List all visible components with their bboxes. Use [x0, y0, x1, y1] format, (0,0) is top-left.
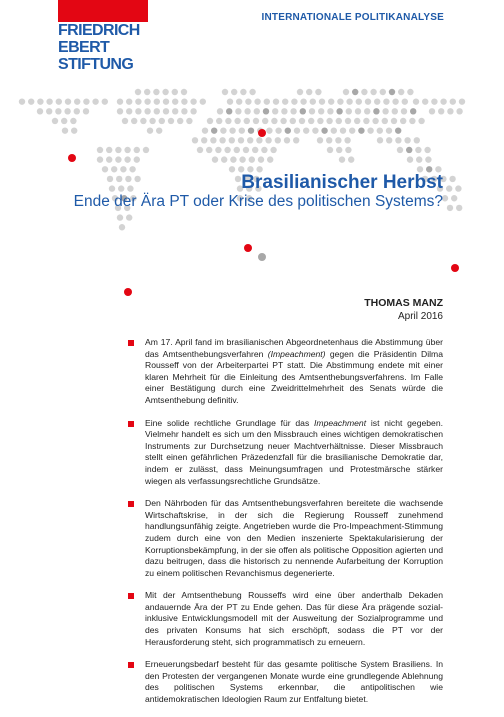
map-dot — [140, 118, 146, 124]
map-dot — [144, 89, 150, 95]
logo-line-1: FRIEDRICH — [58, 22, 140, 39]
map-dot — [299, 118, 305, 124]
map-dot — [429, 108, 435, 114]
red-square-bullet-icon — [128, 421, 134, 427]
map-dot — [391, 118, 397, 124]
map-dot — [258, 156, 264, 162]
map-dot — [74, 108, 80, 114]
map-dot — [407, 156, 413, 162]
map-dot — [249, 156, 255, 162]
map-dot — [224, 147, 230, 153]
map-dot — [221, 156, 227, 162]
map-dot — [102, 98, 108, 104]
map-dot — [64, 108, 70, 114]
map-dot — [62, 127, 68, 133]
map-dot — [450, 98, 456, 104]
map-dot — [244, 118, 250, 124]
map-dot — [266, 127, 272, 133]
map-dot — [192, 137, 198, 143]
map-dot — [37, 108, 43, 114]
map-dot — [197, 147, 203, 153]
map-highlight-dot — [68, 154, 76, 162]
map-dot — [282, 98, 288, 104]
map-dot — [335, 137, 341, 143]
map-dot — [181, 89, 187, 95]
map-dot — [328, 98, 334, 104]
map-dot — [211, 127, 217, 133]
map-dot — [154, 98, 160, 104]
red-square-bullet-icon — [128, 662, 134, 668]
map-dot — [312, 127, 318, 133]
map-dot — [418, 118, 424, 124]
map-dot — [225, 118, 231, 124]
map-dot — [336, 147, 342, 153]
map-dot — [285, 127, 291, 133]
summary-text: Mit der Amtsenthebung Rousseffs wird eine über anderthalb Dekaden andauernde Ära der PT zu Ende gehen. Das für diese Ära prägende sozial-inklusive Entwicklungsmodell mit der Ausweitung der Sozialprogramme und des privaten Konsums hat sich erschöpft, sodass die PT vor der Herausforderung steht, sich programmatisch zu erneuern. — [145, 590, 443, 647]
map-dot — [415, 147, 421, 153]
map-dot — [227, 98, 233, 104]
map-dot — [244, 108, 250, 114]
map-dot — [107, 176, 113, 182]
map-dot — [238, 137, 244, 143]
map-dot — [372, 118, 378, 124]
red-square-bullet-icon — [128, 593, 134, 599]
map-dot — [163, 108, 169, 114]
fes-logo — [58, 0, 148, 73]
map-dot — [326, 137, 332, 143]
map-dot — [290, 108, 296, 114]
map-dot — [190, 108, 196, 114]
map-dot — [116, 176, 122, 182]
map-dot — [447, 108, 453, 114]
map-dot — [252, 147, 258, 153]
map-dot — [206, 147, 212, 153]
map-highlight-dot — [258, 253, 266, 261]
map-dot — [181, 108, 187, 114]
map-dot — [172, 89, 178, 95]
map-dot — [200, 98, 206, 104]
emphasis: (Impeachment) — [267, 348, 326, 359]
map-dot — [119, 224, 125, 230]
map-dot — [247, 137, 253, 143]
map-dot — [425, 156, 431, 162]
map-dot — [106, 156, 112, 162]
map-dot — [234, 147, 240, 153]
map-dot — [52, 118, 58, 124]
map-dot — [124, 147, 130, 153]
map-dot — [280, 118, 286, 124]
map-dot — [117, 108, 123, 114]
map-dot — [291, 98, 297, 104]
map-dot — [111, 166, 117, 172]
map-dot — [222, 89, 228, 95]
map-dot — [300, 108, 306, 114]
map-dot — [293, 137, 299, 143]
summary-text: Den Nährboden für das Amtsenthebungsverfahren bereitete die wachsende Wirtschaftskrise, in der sich die Regierung Rousseff zunehmend handlungsunfähig zeigte. Angetrieben wurde die Pro-Impeachment-Stimmung zudem durch eine von den Medien inszenierte Spektakularisierung der Korruptionsbekämpfung, in der sie offen als politische Opposition agierten und dazu beitrugen, dass die historisch zu nennende Aufarbeitung der Korruption zu einem politischen Revanchismus degenerierte. — [145, 498, 443, 578]
map-dot — [134, 176, 140, 182]
map-dot — [134, 156, 140, 162]
map-dot — [392, 108, 398, 114]
map-dot — [235, 108, 241, 114]
map-dot — [229, 127, 235, 133]
map-dot — [129, 166, 135, 172]
map-dot — [377, 137, 383, 143]
map-dot — [229, 166, 235, 172]
map-dot — [19, 98, 25, 104]
map-dot — [345, 118, 351, 124]
red-square-bullet-icon — [128, 340, 134, 346]
map-dot — [102, 166, 108, 172]
map-dot — [456, 108, 462, 114]
map-dot — [363, 118, 369, 124]
map-dot — [382, 118, 388, 124]
map-dot — [327, 147, 333, 153]
summary-item — [128, 498, 443, 579]
series-label: INTERNATIONALE POLITIKANALYSE — [261, 12, 444, 23]
map-dot — [281, 108, 287, 114]
map-dot — [254, 108, 260, 114]
logo-line-2: EBERT — [58, 39, 110, 56]
document-subtitle: Ende der Ära PT oder Krise des politischen Systems? — [73, 193, 443, 210]
map-dot — [447, 205, 453, 211]
map-dot — [345, 147, 351, 153]
map-dot — [210, 137, 216, 143]
map-dot — [115, 147, 121, 153]
map-dot — [395, 137, 401, 143]
map-dot — [144, 98, 150, 104]
publication-date: April 2016 — [397, 311, 443, 322]
logo-red-bar — [58, 0, 148, 22]
map-dot — [370, 89, 376, 95]
map-dot — [126, 214, 132, 220]
map-dot — [358, 127, 364, 133]
map-dot — [424, 147, 430, 153]
map-dot — [455, 185, 461, 191]
map-highlight-dot — [258, 129, 266, 137]
map-dot — [231, 89, 237, 95]
map-dot — [456, 205, 462, 211]
map-dot — [294, 127, 300, 133]
map-dot — [336, 118, 342, 124]
map-dot — [126, 108, 132, 114]
map-dot — [254, 98, 260, 104]
map-dot — [135, 98, 141, 104]
map-dot — [154, 108, 160, 114]
map-dot — [226, 108, 232, 114]
map-dot — [337, 98, 343, 104]
map-dot — [308, 118, 314, 124]
map-dot — [352, 89, 358, 95]
map-dot — [122, 118, 128, 124]
map-dot — [262, 118, 268, 124]
map-dot — [318, 108, 324, 114]
map-dot — [147, 127, 153, 133]
summary-list — [128, 337, 443, 717]
summary-item — [128, 590, 443, 648]
map-dot — [234, 118, 240, 124]
map-dot — [46, 108, 52, 114]
map-dot — [306, 89, 312, 95]
map-dot — [71, 127, 77, 133]
map-dot — [207, 118, 213, 124]
author-name: THOMAS MANZ — [364, 297, 443, 309]
map-dot — [230, 156, 236, 162]
map-dot — [124, 156, 130, 162]
document-title: Brasilianischer Herbst — [241, 172, 443, 193]
map-dot — [261, 147, 267, 153]
map-dot — [389, 89, 395, 95]
map-dot — [190, 98, 196, 104]
map-dot — [97, 156, 103, 162]
map-dot — [92, 98, 98, 104]
map-dot — [451, 195, 457, 201]
map-dot — [159, 118, 165, 124]
map-dot — [343, 89, 349, 95]
map-dot — [162, 89, 168, 95]
map-dot — [235, 176, 241, 182]
map-dot — [265, 137, 271, 143]
map-dot — [143, 147, 149, 153]
map-dot — [386, 127, 392, 133]
map-dot — [156, 127, 162, 133]
map-dot — [117, 98, 123, 104]
map-dot — [449, 176, 455, 182]
map-dot — [273, 98, 279, 104]
map-dot — [220, 127, 226, 133]
map-dot — [117, 214, 123, 220]
map-dot — [414, 137, 420, 143]
map-dot — [431, 98, 437, 104]
map-dot — [309, 108, 315, 114]
map-dot — [440, 98, 446, 104]
map-dot — [97, 147, 103, 153]
map-dot — [135, 89, 141, 95]
map-dot — [256, 137, 262, 143]
map-dot — [410, 108, 416, 114]
map-dot — [181, 98, 187, 104]
map-dot — [61, 118, 67, 124]
map-dot — [219, 137, 225, 143]
summary-text: Eine solide rechtliche Grundlage für das Impeachment ist nicht gegeben. Vielmehr handelt es sich um den Missbrauch eines wichtigen demokratischen Instruments zur Durchsetzung neuer Machtverhältnisse. Dieser Missbrauch stellt einen gefährlichen Präzedenzfall für die brasilianische Demokratie dar, indem er zulässt, dass Meinungsumfragen und Protestmärsche stärker wiegen als verfassungsrechtliche Grundsätze. — [145, 417, 443, 486]
map-dot — [236, 98, 242, 104]
map-dot — [395, 127, 401, 133]
emphasis: Impeachment — [314, 417, 367, 428]
map-dot — [186, 118, 192, 124]
map-dot — [135, 108, 141, 114]
map-dot — [346, 108, 352, 114]
map-dot — [416, 156, 422, 162]
map-dot — [297, 89, 303, 95]
map-dot — [310, 98, 316, 104]
map-dot — [321, 127, 327, 133]
map-dot — [349, 127, 355, 133]
map-dot — [125, 176, 131, 182]
map-dot — [290, 118, 296, 124]
map-dot — [356, 98, 362, 104]
map-dot — [355, 108, 361, 114]
map-dot — [56, 98, 62, 104]
map-dot — [55, 108, 61, 114]
map-dot — [374, 98, 380, 104]
map-dot — [239, 127, 245, 133]
map-dot — [163, 98, 169, 104]
map-dot — [397, 147, 403, 153]
map-dot — [339, 156, 345, 162]
map-dot — [264, 98, 270, 104]
summary-text: Erneuerungsbedarf besteht für das gesamte politische System Brasiliens. In den Protesten der vergangenen Monate wurde eine grundlegende Ablehnung des politischen Systems erkennbar, die antipolitischen wie antidemokratischen Ideologien Raum zur Entfaltung bietet. — [145, 659, 443, 705]
map-dot — [383, 98, 389, 104]
map-dot — [317, 137, 323, 143]
map-dot — [336, 108, 342, 114]
map-dot — [245, 98, 251, 104]
map-dot — [438, 108, 444, 114]
map-dot — [217, 108, 223, 114]
map-dot — [386, 137, 392, 143]
map-dot — [126, 98, 132, 104]
map-dot — [168, 118, 174, 124]
map-dot — [382, 108, 388, 114]
red-square-bullet-icon — [128, 501, 134, 507]
map-dot — [326, 118, 332, 124]
map-dot — [267, 156, 273, 162]
map-dot — [271, 118, 277, 124]
map-dot — [120, 166, 126, 172]
map-dot — [270, 147, 276, 153]
map-dot — [400, 118, 406, 124]
map-highlight-dot — [451, 264, 459, 272]
map-dot — [319, 98, 325, 104]
map-dot — [248, 127, 254, 133]
map-dot — [131, 118, 137, 124]
map-dot — [253, 118, 259, 124]
map-dot — [413, 98, 419, 104]
map-dot — [398, 89, 404, 95]
map-dot — [392, 98, 398, 104]
map-dot — [149, 118, 155, 124]
map-dot — [275, 127, 281, 133]
map-highlight-dot — [124, 288, 132, 296]
map-dot — [201, 137, 207, 143]
summary-item — [128, 659, 443, 705]
map-dot — [373, 108, 379, 114]
summary-text: Am 17. April fand im brasilianischen Abgeordnetenhaus die Abstimmung über das Amtsenthebungsverfahren (Impeachment) gegen die Präsidentin Dilma Rousseff von der Arbeiterpartei PT statt. Die Abstimmung endete mit einer klaren Mehrheit für die Einleitung des Amtsenthebungsverfahrens. Im Falle einer Bestätigung durch eine Zweidrittelmehrheit des Senats würde die Amtsenthebung definitiv. — [145, 337, 443, 405]
map-dot — [344, 137, 350, 143]
map-dot — [106, 147, 112, 153]
map-dot — [144, 108, 150, 114]
summary-item — [128, 337, 443, 407]
map-dot — [367, 127, 373, 133]
map-dot — [215, 147, 221, 153]
map-dot — [249, 89, 255, 95]
map-dot — [354, 118, 360, 124]
map-dot — [380, 89, 386, 95]
map-dot — [229, 137, 235, 143]
map-dot — [28, 98, 34, 104]
map-dot — [118, 185, 124, 191]
map-dot — [172, 108, 178, 114]
map-dot — [70, 118, 76, 124]
map-dot — [377, 127, 383, 133]
map-dot — [406, 147, 412, 153]
map-dot — [202, 127, 208, 133]
map-dot — [404, 137, 410, 143]
map-dot — [272, 108, 278, 114]
map-dot — [65, 98, 71, 104]
map-dot — [275, 137, 281, 143]
map-dot — [407, 89, 413, 95]
map-dot — [446, 185, 452, 191]
map-dot — [303, 127, 309, 133]
map-dot — [364, 108, 370, 114]
map-highlight-dot — [244, 244, 252, 252]
map-dot — [300, 98, 306, 104]
map-dot — [239, 156, 245, 162]
map-dot — [348, 156, 354, 162]
map-dot — [263, 108, 269, 114]
map-dot — [216, 118, 222, 124]
map-dot — [127, 185, 133, 191]
map-dot — [46, 98, 52, 104]
map-dot — [361, 89, 367, 95]
map-dot — [317, 118, 323, 124]
map-dot — [177, 118, 183, 124]
map-dot — [409, 118, 415, 124]
map-dot — [240, 89, 246, 95]
summary-item — [128, 418, 443, 488]
map-dot — [83, 98, 89, 104]
map-dot — [212, 156, 218, 162]
map-dot — [402, 98, 408, 104]
map-dot — [153, 89, 159, 95]
map-dot — [346, 98, 352, 104]
map-dot — [134, 147, 140, 153]
map-dot — [459, 98, 465, 104]
logo-line-3: STIFTUNG — [58, 56, 134, 73]
map-dot — [315, 89, 321, 95]
map-dot — [327, 108, 333, 114]
map-dot — [284, 137, 290, 143]
map-dot — [109, 185, 115, 191]
map-dot — [37, 98, 43, 104]
map-dot — [422, 98, 428, 104]
map-dot — [172, 98, 178, 104]
map-dot — [74, 98, 80, 104]
map-dot — [243, 147, 249, 153]
map-dot — [331, 127, 337, 133]
map-dot — [115, 156, 121, 162]
map-dot — [401, 108, 407, 114]
map-dot — [83, 108, 89, 114]
map-dot — [365, 98, 371, 104]
map-dot — [340, 127, 346, 133]
